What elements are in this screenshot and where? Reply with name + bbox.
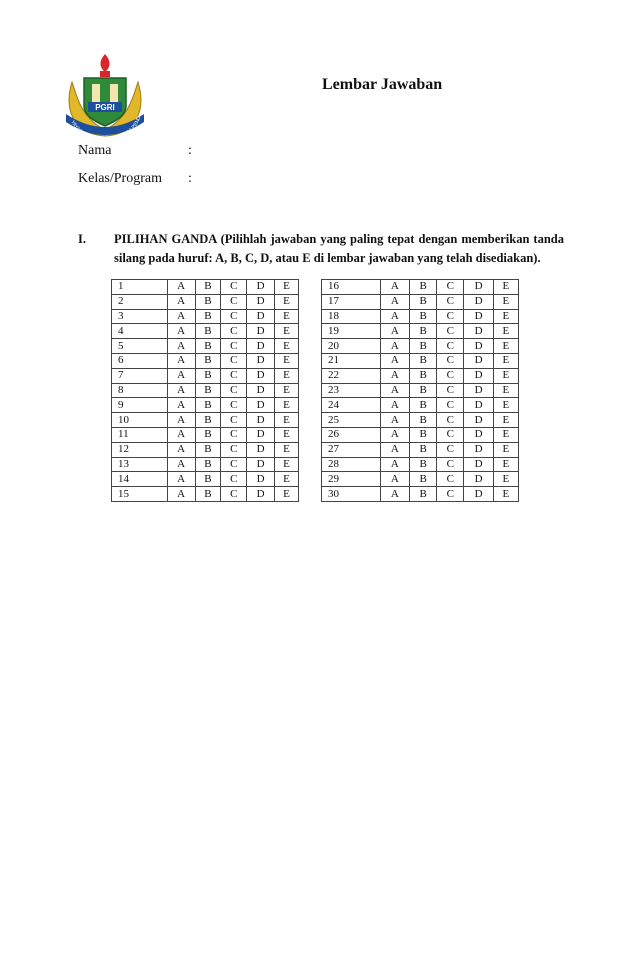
answer-row xyxy=(322,280,519,295)
option-a-cell[interactable]: A xyxy=(380,294,409,309)
field-label: Kelas/Program xyxy=(78,171,162,186)
option-b-cell[interactable]: B xyxy=(195,353,221,368)
option-e-cell[interactable]: E xyxy=(493,398,518,413)
option-e-cell[interactable]: E xyxy=(275,368,299,383)
option-d-cell[interactable]: D xyxy=(464,442,493,457)
option-c-cell[interactable]: C xyxy=(437,339,464,354)
option-a-cell[interactable]: A xyxy=(380,383,409,398)
option-b-cell[interactable]: B xyxy=(410,339,437,354)
option-b-cell[interactable]: B xyxy=(410,368,437,383)
question-number: 4 xyxy=(112,324,168,339)
option-b-cell[interactable]: B xyxy=(410,353,437,368)
answer-table-left xyxy=(111,279,299,502)
option-b-cell[interactable]: B xyxy=(195,339,221,354)
option-a-cell[interactable]: A xyxy=(167,324,195,339)
option-b-cell[interactable]: B xyxy=(410,427,437,442)
question-number: 14 xyxy=(112,472,168,487)
option-c-cell[interactable]: C xyxy=(221,280,247,295)
logo-ring-text: YAYASAN PEMBINA LEMBAGA PEND xyxy=(69,115,143,143)
option-b-cell[interactable]: B xyxy=(195,383,221,398)
option-b-cell[interactable]: B xyxy=(410,398,437,413)
option-b-cell[interactable]: B xyxy=(410,280,437,295)
question-number: 24 xyxy=(322,398,381,413)
field-colon: : xyxy=(188,171,192,186)
question-number: 28 xyxy=(322,457,381,472)
option-b-cell[interactable]: B xyxy=(195,442,221,457)
option-d-cell[interactable]: D xyxy=(464,339,493,354)
answer-table-right xyxy=(321,279,519,502)
option-e-cell[interactable]: E xyxy=(493,353,518,368)
option-b-cell[interactable]: B xyxy=(195,294,221,309)
answer-row xyxy=(322,353,519,368)
option-e-cell[interactable]: E xyxy=(275,413,299,428)
option-d-cell[interactable]: D xyxy=(247,427,275,442)
question-number: 5 xyxy=(112,339,168,354)
answer-row xyxy=(322,427,519,442)
answer-row xyxy=(322,442,519,457)
option-e-cell[interactable]: E xyxy=(493,457,518,472)
option-e-cell[interactable]: E xyxy=(493,294,518,309)
option-b-cell[interactable]: B xyxy=(195,427,221,442)
option-c-cell[interactable]: C xyxy=(221,353,247,368)
option-b-cell[interactable]: B xyxy=(195,280,221,295)
question-number: 2 xyxy=(112,294,168,309)
option-b-cell[interactable]: B xyxy=(410,472,437,487)
question-number: 6 xyxy=(112,353,168,368)
option-b-cell[interactable]: B xyxy=(410,487,437,502)
option-a-cell[interactable]: A xyxy=(380,339,409,354)
question-number: 21 xyxy=(322,353,381,368)
answer-row xyxy=(322,383,519,398)
question-number: 18 xyxy=(322,309,381,324)
option-e-cell[interactable]: E xyxy=(493,324,518,339)
question-number: 17 xyxy=(322,294,381,309)
option-d-cell[interactable]: D xyxy=(464,487,493,502)
option-a-cell[interactable]: A xyxy=(167,442,195,457)
option-a-cell[interactable]: A xyxy=(167,413,195,428)
option-c-cell[interactable]: C xyxy=(437,457,464,472)
option-d-cell[interactable]: D xyxy=(464,324,493,339)
option-c-cell[interactable]: C xyxy=(437,427,464,442)
option-a-cell[interactable]: A xyxy=(380,309,409,324)
option-a-cell[interactable]: A xyxy=(167,368,195,383)
option-c-cell[interactable]: C xyxy=(437,353,464,368)
field-kelas-program xyxy=(78,171,192,187)
field-colon: : xyxy=(188,143,192,158)
answer-row xyxy=(112,398,299,413)
option-e-cell[interactable]: E xyxy=(275,457,299,472)
question-number: 8 xyxy=(112,383,168,398)
option-a-cell[interactable]: A xyxy=(167,280,195,295)
option-d-cell[interactable]: D xyxy=(464,294,493,309)
answer-row xyxy=(112,280,299,295)
option-b-cell[interactable]: B xyxy=(195,487,221,502)
option-d-cell[interactable]: D xyxy=(464,383,493,398)
option-c-cell[interactable]: C xyxy=(221,487,247,502)
option-c-cell[interactable]: C xyxy=(437,442,464,457)
option-c-cell[interactable]: C xyxy=(221,339,247,354)
option-b-cell[interactable]: B xyxy=(410,309,437,324)
option-c-cell[interactable]: C xyxy=(437,309,464,324)
option-a-cell[interactable]: A xyxy=(167,398,195,413)
option-c-cell[interactable]: C xyxy=(221,309,247,324)
option-b-cell[interactable]: B xyxy=(410,457,437,472)
option-e-cell[interactable]: E xyxy=(275,353,299,368)
question-number: 30 xyxy=(322,487,381,502)
answer-row xyxy=(112,368,299,383)
option-b-cell[interactable]: B xyxy=(410,294,437,309)
option-e-cell[interactable]: E xyxy=(275,487,299,502)
question-number: 25 xyxy=(322,413,381,428)
question-number: 27 xyxy=(322,442,381,457)
option-b-cell[interactable]: B xyxy=(195,309,221,324)
option-e-cell[interactable]: E xyxy=(493,309,518,324)
option-c-cell[interactable]: C xyxy=(221,442,247,457)
option-d-cell[interactable]: D xyxy=(464,280,493,295)
answer-row xyxy=(112,427,299,442)
question-number: 29 xyxy=(322,472,381,487)
question-number: 9 xyxy=(112,398,168,413)
question-number: 10 xyxy=(112,413,168,428)
option-d-cell[interactable]: D xyxy=(464,398,493,413)
field-label: Nama xyxy=(78,143,112,158)
question-number: 19 xyxy=(322,324,381,339)
option-c-cell[interactable]: C xyxy=(437,383,464,398)
option-c-cell[interactable]: C xyxy=(437,324,464,339)
question-number: 23 xyxy=(322,383,381,398)
option-a-cell[interactable]: A xyxy=(380,487,409,502)
answer-row xyxy=(112,353,299,368)
option-d-cell[interactable]: D xyxy=(247,339,275,354)
option-e-cell[interactable]: E xyxy=(493,427,518,442)
pgri-logo xyxy=(62,48,148,144)
option-b-cell[interactable]: B xyxy=(410,383,437,398)
option-a-cell[interactable]: A xyxy=(380,472,409,487)
page-title: Lembar Jawaban xyxy=(322,76,443,93)
question-number: 13 xyxy=(112,457,168,472)
option-b-cell[interactable]: B xyxy=(195,413,221,428)
answer-row xyxy=(322,368,519,383)
option-e-cell[interactable]: E xyxy=(275,280,299,295)
option-e-cell[interactable]: E xyxy=(275,427,299,442)
option-e-cell[interactable]: E xyxy=(493,280,518,295)
option-d-cell[interactable]: D xyxy=(247,324,275,339)
option-a-cell[interactable]: A xyxy=(380,427,409,442)
option-a-cell[interactable]: A xyxy=(167,309,195,324)
option-e-cell[interactable]: E xyxy=(275,294,299,309)
answer-row xyxy=(322,339,519,354)
answer-row xyxy=(322,294,519,309)
option-b-cell[interactable]: B xyxy=(410,413,437,428)
option-e-cell[interactable]: E xyxy=(493,442,518,457)
answer-row xyxy=(112,457,299,472)
option-b-cell[interactable]: B xyxy=(195,368,221,383)
option-a-cell[interactable]: A xyxy=(380,280,409,295)
option-a-cell[interactable]: A xyxy=(380,398,409,413)
question-number: 7 xyxy=(112,368,168,383)
option-a-cell[interactable]: A xyxy=(167,339,195,354)
question-number: 15 xyxy=(112,487,168,502)
option-c-cell[interactable]: C xyxy=(221,324,247,339)
option-a-cell[interactable]: A xyxy=(167,294,195,309)
answer-row xyxy=(322,413,519,428)
option-e-cell[interactable]: E xyxy=(275,309,299,324)
option-b-cell[interactable]: B xyxy=(195,457,221,472)
question-number: 20 xyxy=(322,339,381,354)
option-e-cell[interactable]: E xyxy=(275,398,299,413)
option-c-cell[interactable]: C xyxy=(437,294,464,309)
option-b-cell[interactable]: B xyxy=(410,324,437,339)
answer-row xyxy=(112,324,299,339)
option-e-cell[interactable]: E xyxy=(493,383,518,398)
option-b-cell[interactable]: B xyxy=(410,442,437,457)
option-c-cell[interactable]: C xyxy=(221,368,247,383)
option-e-cell[interactable]: E xyxy=(493,487,518,502)
option-c-cell[interactable]: C xyxy=(437,487,464,502)
option-c-cell[interactable]: C xyxy=(437,368,464,383)
option-c-cell[interactable]: C xyxy=(221,472,247,487)
option-c-cell[interactable]: C xyxy=(437,413,464,428)
answer-row xyxy=(112,294,299,309)
option-c-cell[interactable]: C xyxy=(221,398,247,413)
option-a-cell[interactable]: A xyxy=(167,487,195,502)
question-number: 3 xyxy=(112,309,168,324)
answer-row xyxy=(112,383,299,398)
answer-row xyxy=(112,339,299,354)
option-e-cell[interactable]: E xyxy=(493,368,518,383)
option-c-cell[interactable]: C xyxy=(221,383,247,398)
question-number: 1 xyxy=(112,280,168,295)
option-e-cell[interactable]: E xyxy=(493,413,518,428)
option-e-cell[interactable]: E xyxy=(493,472,518,487)
option-d-cell[interactable]: D xyxy=(247,457,275,472)
option-a-cell[interactable]: A xyxy=(380,442,409,457)
option-d-cell[interactable]: D xyxy=(464,309,493,324)
answer-row xyxy=(322,457,519,472)
option-c-cell[interactable]: C xyxy=(437,398,464,413)
option-c-cell[interactable]: C xyxy=(221,294,247,309)
answer-row xyxy=(322,472,519,487)
section-instruction: PILIHAN GANDA (Pilihlah jawaban yang paling tepat dengan memberikan tanda silang pada huruf: A, B, C, D, atau E di lembar jawaban yang telah disediakan). xyxy=(114,232,564,265)
field-nama xyxy=(78,143,192,159)
option-c-cell[interactable]: C xyxy=(221,427,247,442)
answer-row xyxy=(322,324,519,339)
option-d-cell[interactable]: D xyxy=(247,383,275,398)
option-d-cell[interactable]: D xyxy=(464,472,493,487)
option-a-cell[interactable]: A xyxy=(380,413,409,428)
option-a-cell[interactable]: A xyxy=(380,368,409,383)
option-e-cell[interactable]: E xyxy=(275,339,299,354)
option-a-cell[interactable]: A xyxy=(380,457,409,472)
option-d-cell[interactable]: D xyxy=(247,413,275,428)
question-number: 26 xyxy=(322,427,381,442)
answer-row xyxy=(322,487,519,502)
answer-row xyxy=(112,413,299,428)
option-d-cell[interactable]: D xyxy=(247,368,275,383)
option-d-cell[interactable]: D xyxy=(247,472,275,487)
option-d-cell[interactable]: D xyxy=(247,487,275,502)
option-e-cell[interactable]: E xyxy=(275,472,299,487)
answer-row xyxy=(112,472,299,487)
answer-row xyxy=(322,309,519,324)
option-c-cell[interactable]: C xyxy=(437,472,464,487)
option-a-cell[interactable]: A xyxy=(167,427,195,442)
answer-row xyxy=(322,398,519,413)
option-a-cell[interactable]: A xyxy=(167,383,195,398)
question-number: 16 xyxy=(322,280,381,295)
option-d-cell[interactable]: D xyxy=(464,427,493,442)
option-d-cell[interactable]: D xyxy=(247,309,275,324)
question-number: 12 xyxy=(112,442,168,457)
option-a-cell[interactable]: A xyxy=(380,353,409,368)
option-c-cell[interactable]: C xyxy=(221,457,247,472)
option-c-cell[interactable]: C xyxy=(437,280,464,295)
option-e-cell[interactable]: E xyxy=(275,442,299,457)
question-number: 22 xyxy=(322,368,381,383)
answer-row xyxy=(112,309,299,324)
option-b-cell[interactable]: B xyxy=(195,472,221,487)
option-c-cell[interactable]: C xyxy=(221,413,247,428)
answer-row xyxy=(112,442,299,457)
option-d-cell[interactable]: D xyxy=(247,294,275,309)
section-number: I. xyxy=(78,232,86,246)
option-e-cell[interactable]: E xyxy=(493,339,518,354)
option-b-cell[interactable]: B xyxy=(195,398,221,413)
answer-row xyxy=(112,487,299,502)
option-a-cell[interactable]: A xyxy=(167,457,195,472)
option-d-cell[interactable]: D xyxy=(247,398,275,413)
option-a-cell[interactable]: A xyxy=(380,324,409,339)
option-d-cell[interactable]: D xyxy=(464,368,493,383)
question-number: 11 xyxy=(112,427,168,442)
option-a-cell[interactable]: A xyxy=(167,472,195,487)
option-d-cell[interactable]: D xyxy=(464,413,493,428)
option-d-cell[interactable]: D xyxy=(464,353,493,368)
option-d-cell[interactable]: D xyxy=(247,442,275,457)
logo-center-text: PGRI xyxy=(95,103,115,112)
option-b-cell[interactable]: B xyxy=(195,324,221,339)
option-e-cell[interactable]: E xyxy=(275,324,299,339)
option-d-cell[interactable]: D xyxy=(247,353,275,368)
option-e-cell[interactable]: E xyxy=(275,383,299,398)
option-a-cell[interactable]: A xyxy=(167,353,195,368)
option-d-cell[interactable]: D xyxy=(464,457,493,472)
option-d-cell[interactable]: D xyxy=(247,280,275,295)
